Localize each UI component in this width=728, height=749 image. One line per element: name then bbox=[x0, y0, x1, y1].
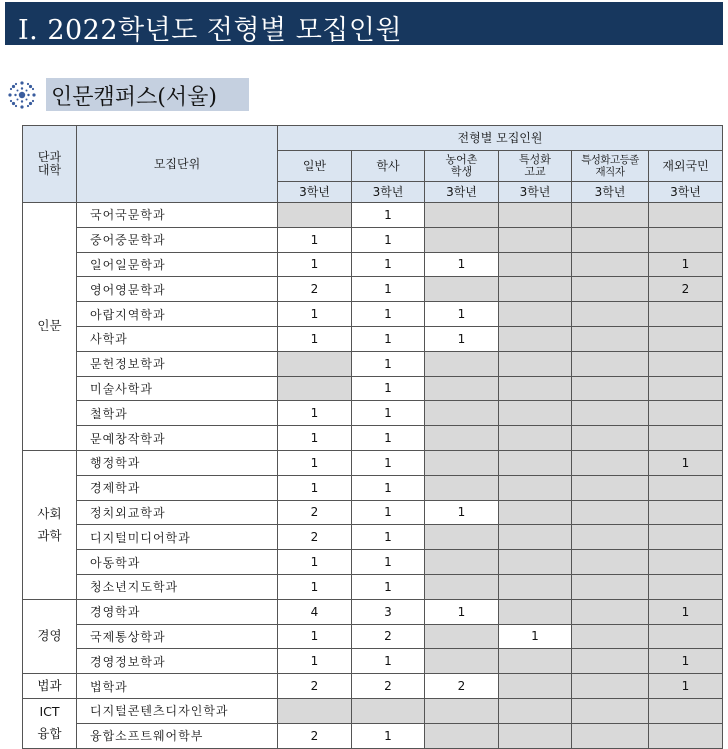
quota-cell bbox=[572, 351, 649, 376]
header-unit: 모집단위 bbox=[77, 126, 278, 203]
college-name: 사회 과학 bbox=[37, 505, 62, 543]
campus-name: 인문캠퍼스(서울) bbox=[51, 85, 217, 110]
quota-cell: 1 bbox=[352, 376, 425, 401]
unit-cell: 디지털콘텐츠디자인학과 bbox=[77, 698, 278, 723]
quota-cell bbox=[278, 203, 352, 228]
quota-cell bbox=[499, 500, 572, 525]
quota-cell bbox=[499, 277, 572, 302]
quota-cell bbox=[499, 426, 572, 451]
quota-cell: 2 bbox=[425, 674, 499, 699]
quota-cell: 2 bbox=[278, 500, 352, 525]
grade-header: 3학년 bbox=[425, 182, 499, 203]
quota-cell: 1 bbox=[278, 227, 352, 252]
quota-cell bbox=[352, 698, 425, 723]
table-row bbox=[23, 401, 723, 426]
column-header bbox=[425, 151, 499, 182]
campus-label-box bbox=[46, 78, 249, 111]
quota-cell bbox=[499, 376, 572, 401]
quota-cell bbox=[499, 649, 572, 674]
header-group: 전형별 모집인원 bbox=[278, 126, 723, 151]
quota-cell: 1 bbox=[352, 500, 425, 525]
college-name: ICT 융합 bbox=[37, 704, 62, 742]
quota-cell bbox=[572, 426, 649, 451]
quota-cell: 1 bbox=[352, 252, 425, 277]
unit-cell: 국어국문학과 bbox=[77, 203, 278, 228]
quota-cell: 1 bbox=[352, 326, 425, 351]
unit-cell: 철학과 bbox=[77, 401, 278, 426]
college-name: 인문 bbox=[37, 318, 62, 334]
quota-cell: 1 bbox=[352, 277, 425, 302]
table-row bbox=[23, 426, 723, 451]
quota-cell: 1 bbox=[425, 326, 499, 351]
grade-header: 3학년 bbox=[352, 182, 425, 203]
grade-header: 3학년 bbox=[499, 182, 572, 203]
quota-cell bbox=[499, 351, 572, 376]
unit-cell: 아동학과 bbox=[77, 550, 278, 575]
unit-cell: 융합소프트웨어학부 bbox=[77, 723, 278, 748]
table-row bbox=[23, 203, 723, 228]
quota-cell: 2 bbox=[278, 723, 352, 748]
page-title: Ⅰ. 2022학년도 전형별 모집인원 bbox=[18, 15, 403, 46]
table-row bbox=[23, 550, 723, 575]
quota-cell: 1 bbox=[278, 326, 352, 351]
page-title-bar bbox=[5, 2, 723, 45]
quota-cell bbox=[425, 376, 499, 401]
table-row bbox=[23, 351, 723, 376]
unit-cell: 행정학과 bbox=[77, 450, 278, 475]
college-cell bbox=[23, 674, 77, 699]
quota-cell bbox=[649, 525, 723, 550]
quota-cell: 2 bbox=[352, 624, 425, 649]
unit-cell: 영어영문학과 bbox=[77, 277, 278, 302]
quota-cell bbox=[649, 723, 723, 748]
quota-cell: 1 bbox=[278, 574, 352, 599]
quota-cell bbox=[499, 302, 572, 327]
quota-cell bbox=[649, 698, 723, 723]
unit-cell: 디지털미디어학과 bbox=[77, 525, 278, 550]
quota-cell bbox=[499, 227, 572, 252]
college-name: 경영 bbox=[37, 628, 62, 644]
table-row bbox=[23, 302, 723, 327]
quota-cell: 1 bbox=[352, 649, 425, 674]
quota-cell bbox=[649, 500, 723, 525]
column-header bbox=[278, 151, 352, 182]
table-row bbox=[23, 723, 723, 748]
quota-cell bbox=[278, 351, 352, 376]
quota-cell bbox=[499, 252, 572, 277]
grade-header: 3학년 bbox=[649, 182, 723, 203]
quota-cell bbox=[572, 649, 649, 674]
unit-cell: 미술사학과 bbox=[77, 376, 278, 401]
quota-cell: 1 bbox=[278, 401, 352, 426]
quota-cell bbox=[425, 203, 499, 228]
quota-cell: 1 bbox=[278, 426, 352, 451]
grade-header: 3학년 bbox=[278, 182, 352, 203]
quota-cell: 1 bbox=[352, 302, 425, 327]
quota-cell bbox=[649, 624, 723, 649]
quota-cell: 1 bbox=[352, 574, 425, 599]
table-row bbox=[23, 277, 723, 302]
quota-cell bbox=[425, 277, 499, 302]
unit-cell: 중어중문학과 bbox=[77, 227, 278, 252]
unit-cell: 일어일문학과 bbox=[77, 252, 278, 277]
table-row bbox=[23, 450, 723, 475]
quota-cell bbox=[572, 302, 649, 327]
table-row bbox=[23, 525, 723, 550]
unit-cell: 경영정보학과 bbox=[77, 649, 278, 674]
header-college-text: 단과 대학 bbox=[37, 150, 62, 177]
quota-cell: 2 bbox=[278, 674, 352, 699]
quota-cell bbox=[572, 550, 649, 575]
quota-cell: 1 bbox=[352, 203, 425, 228]
quota-cell bbox=[572, 624, 649, 649]
quota-cell bbox=[425, 550, 499, 575]
unit-cell: 문헌정보학과 bbox=[77, 351, 278, 376]
quota-cell bbox=[572, 203, 649, 228]
quota-cell bbox=[649, 203, 723, 228]
quota-cell: 1 bbox=[499, 624, 572, 649]
quota-cell: 2 bbox=[278, 277, 352, 302]
quota-cell bbox=[425, 426, 499, 451]
quota-cell: 1 bbox=[425, 252, 499, 277]
quota-cell bbox=[572, 500, 649, 525]
table-row bbox=[23, 698, 723, 723]
quota-cell: 1 bbox=[352, 450, 425, 475]
college-cell bbox=[23, 698, 77, 748]
quota-cell bbox=[572, 326, 649, 351]
quota-cell bbox=[572, 277, 649, 302]
quota-cell bbox=[499, 203, 572, 228]
table-row bbox=[23, 475, 723, 500]
unit-cell: 사학과 bbox=[77, 326, 278, 351]
quota-cell: 1 bbox=[352, 426, 425, 451]
quota-cell: 1 bbox=[352, 475, 425, 500]
quota-cell bbox=[572, 252, 649, 277]
grade-header: 3학년 bbox=[572, 182, 649, 203]
table-row bbox=[23, 649, 723, 674]
quota-cell: 1 bbox=[649, 649, 723, 674]
unit-cell: 청소년지도학과 bbox=[77, 574, 278, 599]
column-header-text: 특성화고등졸 재직자 bbox=[581, 154, 639, 178]
quota-cell bbox=[499, 401, 572, 426]
quota-cell bbox=[649, 227, 723, 252]
university-seal-icon bbox=[6, 79, 38, 111]
quota-cell bbox=[649, 326, 723, 351]
quota-cell bbox=[572, 674, 649, 699]
unit-cell: 아랍지역학과 bbox=[77, 302, 278, 327]
quota-cell: 2 bbox=[278, 525, 352, 550]
quota-cell bbox=[649, 351, 723, 376]
table-row bbox=[23, 674, 723, 699]
table-row bbox=[23, 599, 723, 624]
college-name: 법과 bbox=[37, 678, 62, 694]
quota-cell bbox=[572, 376, 649, 401]
quota-cell bbox=[499, 326, 572, 351]
quota-cell bbox=[649, 302, 723, 327]
quota-cell bbox=[278, 376, 352, 401]
quota-cell: 1 bbox=[278, 450, 352, 475]
quota-cell: 1 bbox=[352, 401, 425, 426]
quota-cell bbox=[649, 574, 723, 599]
quota-cell: 2 bbox=[352, 674, 425, 699]
quota-cell: 1 bbox=[352, 525, 425, 550]
column-header-text: 특성화 고교 bbox=[519, 153, 551, 178]
quota-cell: 1 bbox=[352, 351, 425, 376]
header-college bbox=[23, 126, 77, 203]
table-row bbox=[23, 227, 723, 252]
quota-cell: 1 bbox=[425, 599, 499, 624]
college-cell bbox=[23, 203, 77, 451]
quota-cell bbox=[425, 401, 499, 426]
quota-cell bbox=[425, 649, 499, 674]
quota-cell: 1 bbox=[425, 302, 499, 327]
college-cell bbox=[23, 599, 77, 673]
column-header-text: 일반 bbox=[302, 159, 327, 173]
quota-cell bbox=[572, 599, 649, 624]
unit-cell: 문예창작학과 bbox=[77, 426, 278, 451]
quota-cell: 1 bbox=[278, 649, 352, 674]
quota-cell bbox=[425, 475, 499, 500]
quota-cell: 1 bbox=[278, 475, 352, 500]
unit-cell: 정치외교학과 bbox=[77, 500, 278, 525]
quota-cell: 1 bbox=[649, 450, 723, 475]
quota-cell bbox=[649, 376, 723, 401]
quota-cell bbox=[499, 698, 572, 723]
quota-cell: 2 bbox=[649, 277, 723, 302]
quota-cell: 1 bbox=[278, 252, 352, 277]
quota-cell: 1 bbox=[352, 723, 425, 748]
unit-cell: 경제학과 bbox=[77, 475, 278, 500]
quota-cell bbox=[425, 574, 499, 599]
quota-cell: 1 bbox=[278, 550, 352, 575]
quota-cell: 1 bbox=[352, 550, 425, 575]
quota-cell bbox=[425, 227, 499, 252]
quota-cell bbox=[572, 401, 649, 426]
quota-cell bbox=[425, 525, 499, 550]
quota-cell bbox=[572, 698, 649, 723]
unit-cell: 법학과 bbox=[77, 674, 278, 699]
table-row bbox=[23, 376, 723, 401]
quota-cell bbox=[425, 351, 499, 376]
quota-cell bbox=[499, 450, 572, 475]
quota-cell bbox=[425, 698, 499, 723]
admission-quota-table bbox=[22, 125, 723, 749]
quota-cell: 3 bbox=[352, 599, 425, 624]
quota-cell bbox=[278, 698, 352, 723]
quota-cell bbox=[499, 475, 572, 500]
quota-cell: 1 bbox=[425, 500, 499, 525]
table-row bbox=[23, 252, 723, 277]
college-cell bbox=[23, 450, 77, 599]
column-header-text: 재외국민 bbox=[662, 159, 709, 173]
quota-cell bbox=[572, 525, 649, 550]
quota-cell bbox=[425, 624, 499, 649]
quota-cell bbox=[499, 674, 572, 699]
table-row bbox=[23, 326, 723, 351]
quota-cell bbox=[499, 525, 572, 550]
quota-cell bbox=[649, 550, 723, 575]
quota-cell bbox=[572, 450, 649, 475]
unit-cell: 국제통상학과 bbox=[77, 624, 278, 649]
unit-cell: 경영학과 bbox=[77, 599, 278, 624]
table-row bbox=[23, 624, 723, 649]
column-header-text: 학사 bbox=[376, 159, 400, 173]
quota-cell bbox=[499, 599, 572, 624]
quota-cell: 1 bbox=[649, 674, 723, 699]
quota-cell bbox=[649, 426, 723, 451]
quota-cell bbox=[572, 227, 649, 252]
quota-cell bbox=[572, 723, 649, 748]
quota-cell bbox=[499, 723, 572, 748]
quota-cell: 1 bbox=[649, 252, 723, 277]
quota-cell bbox=[649, 401, 723, 426]
quota-cell: 1 bbox=[649, 599, 723, 624]
column-header-text: 농어촌 학생 bbox=[445, 153, 478, 178]
quota-cell bbox=[499, 550, 572, 575]
column-header bbox=[572, 151, 649, 182]
column-header bbox=[352, 151, 425, 182]
quota-cell: 1 bbox=[352, 227, 425, 252]
quota-cell bbox=[499, 574, 572, 599]
quota-cell bbox=[649, 475, 723, 500]
quota-cell: 4 bbox=[278, 599, 352, 624]
quota-cell bbox=[572, 475, 649, 500]
table-row bbox=[23, 500, 723, 525]
column-header bbox=[649, 151, 723, 182]
quota-cell bbox=[425, 723, 499, 748]
table-row bbox=[23, 574, 723, 599]
quota-cell bbox=[572, 574, 649, 599]
quota-cell bbox=[425, 450, 499, 475]
quota-cell: 1 bbox=[278, 302, 352, 327]
column-header bbox=[499, 151, 572, 182]
quota-cell: 1 bbox=[278, 624, 352, 649]
